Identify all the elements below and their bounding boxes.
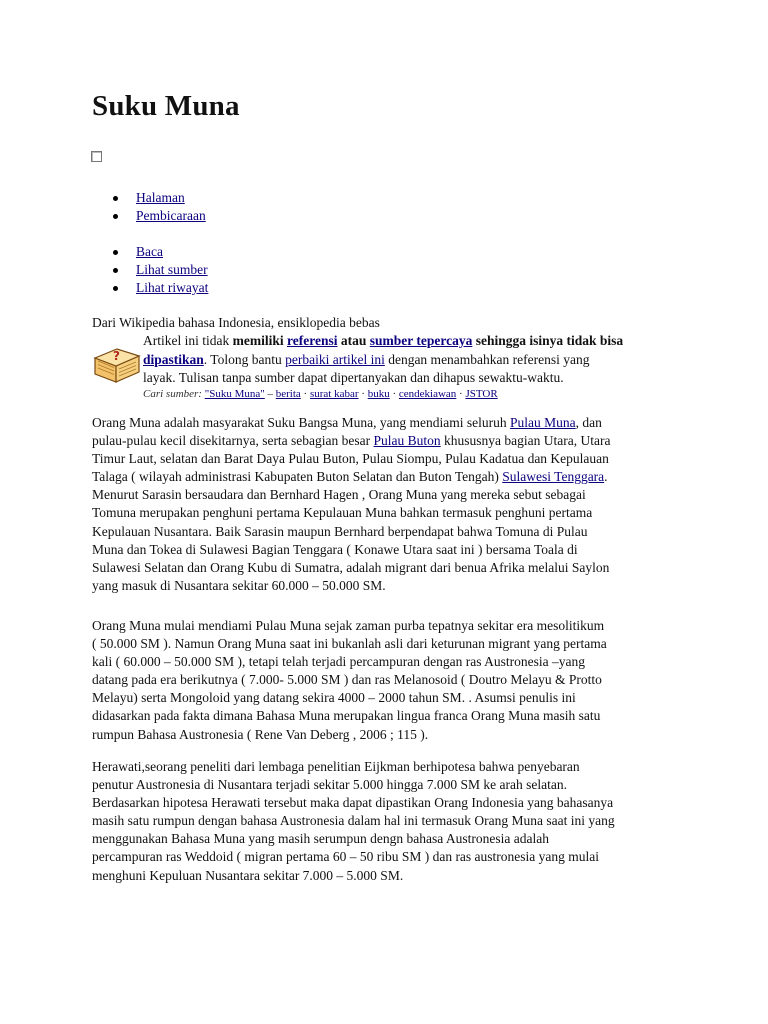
- no-references-notice: [92, 332, 692, 402]
- text-line: menghuni Kepuluan Nusantara sekitar 7.000 – 5.000 SM.: [92, 867, 404, 883]
- paragraph-3: [92, 758, 692, 885]
- text-line: Herawati,seorang peneliti dari lembaga penelitian Eijkman berhipotesa bahwa penyebaran: [92, 759, 580, 774]
- find-sources-label: Cari sumber:: [143, 388, 202, 400]
- tab-lihat-riwayat-link[interactable]: Lihat riwayat: [136, 280, 209, 295]
- notice-text-part: Artikel ini tidak: [143, 333, 233, 348]
- text-line: datang pada era berikutnya ( 7.000- 5.000 SM ) dan ras Melanosoid ( Doutro Melayu & Protto: [92, 672, 602, 688]
- link-sulawesi-tenggara[interactable]: Sulawesi Tenggara: [502, 469, 605, 485]
- tab-halaman[interactable]: [136, 189, 206, 207]
- text-part: khususnya bagian Utara, Utara: [440, 433, 611, 449]
- text-part: Orang Muna adalah masyarakat Suku Bangsa Muna, yang mendiami seluruh: [92, 415, 511, 430]
- search-buku-link[interactable]: buku: [367, 388, 390, 400]
- text-line: yang masuk di Nusantara sekitar 60.000 – 50.000 SM.: [92, 577, 386, 593]
- link-perbaiki-artikel[interactable]: perbaiki artikel ini: [285, 351, 385, 367]
- text-line: [92, 468, 692, 486]
- link-referensi[interactable]: referensi: [286, 333, 338, 348]
- separator: –: [264, 388, 276, 400]
- tab-halaman-link[interactable]: Halaman: [136, 190, 185, 205]
- find-sources-line: [143, 387, 498, 401]
- text-line: percampuran ras Weddoid ( migran pertama 60 – 50 ribu SM ) dan ras austronesia yang mulai: [92, 849, 600, 865]
- text-part: .: [604, 469, 608, 485]
- menu-checkbox[interactable]: [91, 151, 102, 162]
- text-line: penutur Austronesia di Nusantara terjadi sekitar 5.000 hingga 7.000 SM ke arah selatan.: [92, 777, 568, 793]
- link-pulau-muna[interactable]: Pulau Muna: [510, 415, 576, 430]
- search-cendekiawan-link[interactable]: cendekiawan: [398, 388, 457, 400]
- tab-lihat-sumber[interactable]: [136, 261, 208, 279]
- tab-baca-link[interactable]: Baca: [136, 244, 163, 259]
- notice-text: [143, 332, 695, 388]
- text-line: menggunakan Bahasa Muna yang masih serumpun dengn bahasa Austronesia adalah: [92, 831, 550, 847]
- text-line: kali ( 60.000 – 50.000 SM ), tetapi telah terjadi percampuran dengan ras Austronesia –yang: [92, 654, 585, 670]
- text-part: , dan: [575, 415, 602, 430]
- text-line: Timur Laut, selatan dan Barat Daya Pulau Buton, Pulau Siompu, Pulau Kadatua dan Kepulauan: [92, 451, 609, 467]
- page-title: Suku Muna: [92, 90, 240, 122]
- link-sumber-tepercaya[interactable]: sumber tepercaya: [369, 333, 473, 348]
- text-line: Menurut Sarasin bersaudara dan Bernhard Hagen , Orang Muna yang mereka sebut sebagai: [92, 487, 586, 503]
- text-line: Tomuna merupakan penghuni pertama Kepulauan Muna bahkan termasuk penghuni pertama: [92, 505, 593, 521]
- notice-text-part: . Tolong bantu: [203, 351, 286, 367]
- namespace-tabs: [92, 189, 206, 225]
- link-dipastikan[interactable]: dipastikan: [143, 351, 204, 367]
- text-line: masih satu rumpun dengan bahasa Austronesia dalam hal ini termasuk Orang Muna saat ini yang: [92, 813, 615, 829]
- text-line: ( 50.000 SM ). Namun Orang Muna saat ini bukanlah asli dari keturunan migrant yang pertama: [92, 636, 607, 652]
- text-line: rumpun Bahasa Austronesia ( Rene Van Deberg , 2006 ; 115 ).: [92, 726, 429, 742]
- notice-line: layak. Tulisan tanpa sumber dapat dipertanyakan dan dihapus sewaktu-waktu.: [143, 370, 564, 385]
- view-tabs: [92, 243, 208, 297]
- text-line: Berdasarkan hipotesa Herawati tersebut maka dapat dipastikan Orang Indonesia yang bahasanya: [92, 795, 614, 811]
- text-line: Kepulauan Nusantara. Baik Sarasin maupun Bernhard berpendapat bahwa Tomuna di Pulau: [92, 523, 588, 539]
- link-pulau-buton[interactable]: Pulau Buton: [373, 433, 441, 449]
- text-line: [92, 432, 692, 450]
- notice-text-bold: sehingga isinya tidak bisa: [472, 333, 624, 348]
- paragraph-1: [92, 414, 692, 595]
- text-part: Talaga ( wilayah administrasi Kabupaten Buton Selatan dan Buton Tengah): [92, 469, 503, 485]
- text-line: Melayu) serta Mongoloid yang datang sekira 4000 – 2000 tahun SM. . Asumsi penulis ini: [92, 690, 576, 706]
- separator: ·: [358, 388, 368, 400]
- tab-baca[interactable]: [136, 243, 208, 261]
- search-berita-link[interactable]: berita: [275, 388, 301, 400]
- separator: ·: [456, 388, 466, 400]
- text-line: [92, 414, 692, 432]
- text-part: pulau-pulau kecil disekitarnya, serta sebagian besar: [92, 433, 374, 449]
- search-jstor-link[interactable]: JSTOR: [465, 388, 498, 400]
- site-tagline: Dari Wikipedia bahasa Indonesia, ensiklopedia bebas: [92, 315, 380, 330]
- notice-line: [143, 351, 695, 370]
- separator: ·: [389, 388, 399, 400]
- svg-text:?: ?: [113, 349, 120, 363]
- tab-lihat-riwayat[interactable]: [136, 279, 208, 297]
- text-line: Sulawesi Selatan dan Orang Kubu di Sumatra, adalah migrant dari benua Afrika melalui Saylon: [92, 559, 610, 575]
- text-line: Orang Muna mulai mendiami Pulau Muna sejak zaman purba tepatnya sekitar era mesolitikum: [92, 618, 605, 633]
- search-surat-kabar-link[interactable]: surat kabar: [309, 388, 359, 400]
- book-question-icon: [92, 344, 142, 384]
- notice-line: [143, 332, 695, 351]
- text-line: didasarkan pada fakta dimana Bahasa Muna merupakan lingua franca Orang Muna masih satu: [92, 708, 601, 724]
- separator: ·: [300, 388, 310, 400]
- notice-text-bold: memiliki: [232, 333, 287, 348]
- paragraph-2: [92, 617, 692, 744]
- tab-pembicaraan-link[interactable]: Pembicaraan: [136, 208, 206, 223]
- notice-text-bold: atau: [337, 333, 370, 348]
- notice-text-part: dengan menambahkan referensi yang: [384, 351, 590, 367]
- tab-pembicaraan[interactable]: [136, 207, 206, 225]
- tab-lihat-sumber-link[interactable]: Lihat sumber: [136, 262, 208, 277]
- text-line: Muna dan Tokea di Sulawesi Bagian Tenggara ( Konawe Utara saat ini ) bersama Toala di: [92, 541, 578, 557]
- search-query-link[interactable]: "Suku Muna": [204, 388, 265, 400]
